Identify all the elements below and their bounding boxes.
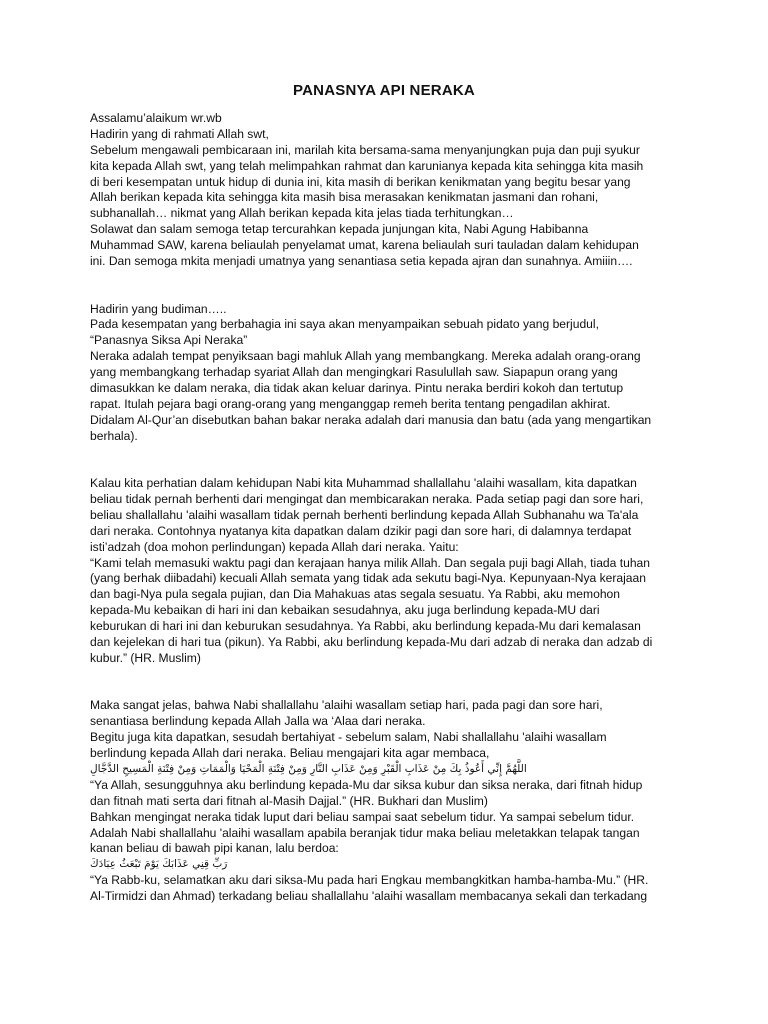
text-line: Pada kesempatan yang berbahagia ini saya akan menyampaikan sebuah pidato yang berjudul, <box>90 317 599 332</box>
text-line: “Ya Allah, sesungguhnya aku berlindung kepada-Mu dar siksa kubur dan siksa neraka, dari fitnah hidup <box>90 777 643 792</box>
paragraph <box>90 111 690 270</box>
text-line: Kalau kita perhatian dalam kehidupan Nabi kita Muhammad shallallahu 'alaihi wasallam, kita dapatkan <box>90 476 637 491</box>
text-line: Sebelum mengawali pembicaraan ini, marilah kita bersama-sama menyanjungkan puja dan puji syukur <box>90 142 640 157</box>
text-line: (yang berhak diibadahi) kecuali Allah semata yang tidak ada sekutu bagi-Nya. Kepunyaan-Nya kerajaan <box>90 571 646 586</box>
text-line: Didalam Al-Qur’an disebutkan bahan bakar neraka adalah dari manusia dan batu (ada yang mengartikan <box>90 412 652 427</box>
paragraph-gap <box>90 270 690 302</box>
text-line: kepada-Mu kebaikan di hari ini dan kebaikan sesudahnya, aku juga berlindung kepada-MU dari <box>90 603 600 618</box>
text-line: kubur.” (HR. Muslim) <box>90 650 201 665</box>
text-line: isti’adzah (doa mohon perlindungan) kepada Allah dari neraka. Yaitu: <box>90 539 459 554</box>
text-line: berlindung kepada Allah dari neraka. Beliau mengajari kita agar membaca, <box>90 746 490 761</box>
text-line: Muhammad SAW, karena beliaulah penyelamat umat, karena beliaulah suri tauladan dalam kehidupan <box>90 238 639 253</box>
text-line: yang membangkang terhadap syariat Allah dan mengingkari Rasulullah saw. Siapapun orang yang <box>90 365 618 380</box>
text-line: rapat. Itulah pejara bagi orang-orang yang menganggap remeh berita tentang pengadilan akhirat. <box>90 396 611 411</box>
document-body <box>90 111 690 905</box>
text-line: Begitu juga kita dapatkan, sesudah bertahiyat - sebelum salam, Nabi shallallahu 'alaihi wasallam <box>90 730 607 745</box>
text-line: beliau shallallahu 'alaihi wasallam tidak pernah berhenti berlindung kepada Allah Subhanahu wa Ta'ala <box>90 507 639 522</box>
text-line: Adalah Nabi shallallahu 'alaihi wasallam apabila beranjak tidur maka beliau meletakkan telapak tangan <box>90 825 640 840</box>
paragraph <box>90 302 690 445</box>
paragraph-gap <box>90 445 690 477</box>
text-line: beliau tidak pernah berhenti dari mengingat dan membicarakan neraka. Pada setiap pagi dan sore hari, <box>90 492 644 506</box>
text-line: Neraka adalah tempat penyiksaan bagi mahluk Allah yang membangkang. Mereka adalah orang-orang <box>90 349 641 364</box>
text-line: dan fitnah mati serta dari fitnah al-Masih Dajjal.” (HR. Bukhari dan Muslim) <box>90 793 488 808</box>
paragraph <box>90 698 690 905</box>
text-line: “Panasnya Siksa Api Neraka” <box>90 333 248 348</box>
text-line: dimasukkan ke dalam neraka, dia tidak akan keluar darinya. Pintu neraka berdiri kokoh dan tertutup <box>90 380 624 395</box>
paragraph <box>90 476 690 667</box>
text-line: dan bagi-Nya pula segala pujian, dan Dia Mahakuas atas segala sesuatu. Ya Rabbi, aku memohon <box>90 587 621 602</box>
text-line: senantiasa berlindung kepada Allah Jalla wa ‘Alaa dari neraka. <box>90 714 426 729</box>
text-line: kanan beliau di bawah pipi kanan, lalu berdoa: <box>90 841 339 856</box>
text-line: Hadirin yang di rahmati Allah swt, <box>90 126 269 141</box>
text-line: keburukan di hari ini dan keburukan sesudahnya. Ya Rabbi, aku berlindung kepada-Mu dari kemalasan <box>90 619 641 634</box>
text-line: Allah berikan kepada kita sehingga kita masih bisa merasakan kenikmatan jasmani dan rohani, <box>90 190 599 205</box>
text-line: berhala). <box>90 428 138 443</box>
text-line: ini. Dan semoga mkita menjadi umatnya yang senantiasa setia kepada ajran dan sunahnya. Amiiin…. <box>90 254 633 269</box>
text-line: Solawat dan salam semoga tetap tercurahkan kepada junjungan kita, Nabi Agung Habibanna <box>90 222 589 237</box>
document-title: PANASNYA API NERAKA <box>293 82 475 99</box>
text-line: “Kami telah memasuki waktu pagi dan kerajaan hanya milik Allah. Dan segala puji bagi Allah, tiada tuhan <box>90 555 651 570</box>
text-line: Bahkan mengingat neraka tidak luput dari beliau sampai saat sebelum tidur. Ya sampai sebelum tidur. <box>90 809 635 824</box>
text-line: subhanallah… nikmat yang Allah berikan kepada kita jelas tiada terhitungkan… <box>90 206 514 221</box>
arabic-prayer-line: رَبِّ قِنِي عَذَابَكَ يَوْمَ تَبْعَثُ عِبَادَكَ <box>90 858 228 871</box>
text-line: Al-Tirmidzi dan Ahmad) terkadang beliau shallallahu 'alaihi wasallam membacanya sekali dan terkadang <box>90 889 648 904</box>
paragraph-gap <box>90 667 690 699</box>
arabic-prayer-line: اللَّهُمَّ إِنِّي أَعُوذُ بِكَ مِنْ عَذَابِ الْقَبْرِ وَمِنْ عَذَابِ النَّارِ وَمِنْ فِتْنَةِ الْمَحْيَا وَالْمَمَاتِ وَمِنْ فِتْنَةِ الْمَسِيحِ الدَّجَّالِ <box>90 762 527 775</box>
text-line: dari neraka. Contohnya nyatanya kita dapatkan dalam dzikir pagi dan sore hari, di dalamnya terdapat <box>90 523 632 538</box>
text-line: Assalamu’alaikum wr.wb <box>90 111 222 125</box>
text-line: Hadirin yang budiman….. <box>90 301 227 316</box>
text-line: “Ya Rabb-ku, selamatkan aku dari siksa-Mu pada hari Engkau membangkitkan hamba-hamba-Mu.” (HR. <box>90 873 649 888</box>
text-line: dan kejelekan di hari tua (pikun). Ya Rabbi, aku berlindung kepada-Mu dari adzab di neraka dan adzab di <box>90 635 653 650</box>
text-line: Maka sangat jelas, bahwa Nabi shallallahu 'alaihi wasallam setiap hari, pada pagi dan sore hari, <box>90 698 603 713</box>
text-line: kita kepada Allah swt, yang telah melimpahkan rahmat dan karunianya kepada kita sehingga kita masih <box>90 158 644 173</box>
text-line: di beri kesempatan untuk hidup di dunia ini, kita masih di berikan kenikmatan yang begitu besar yang <box>90 174 631 189</box>
